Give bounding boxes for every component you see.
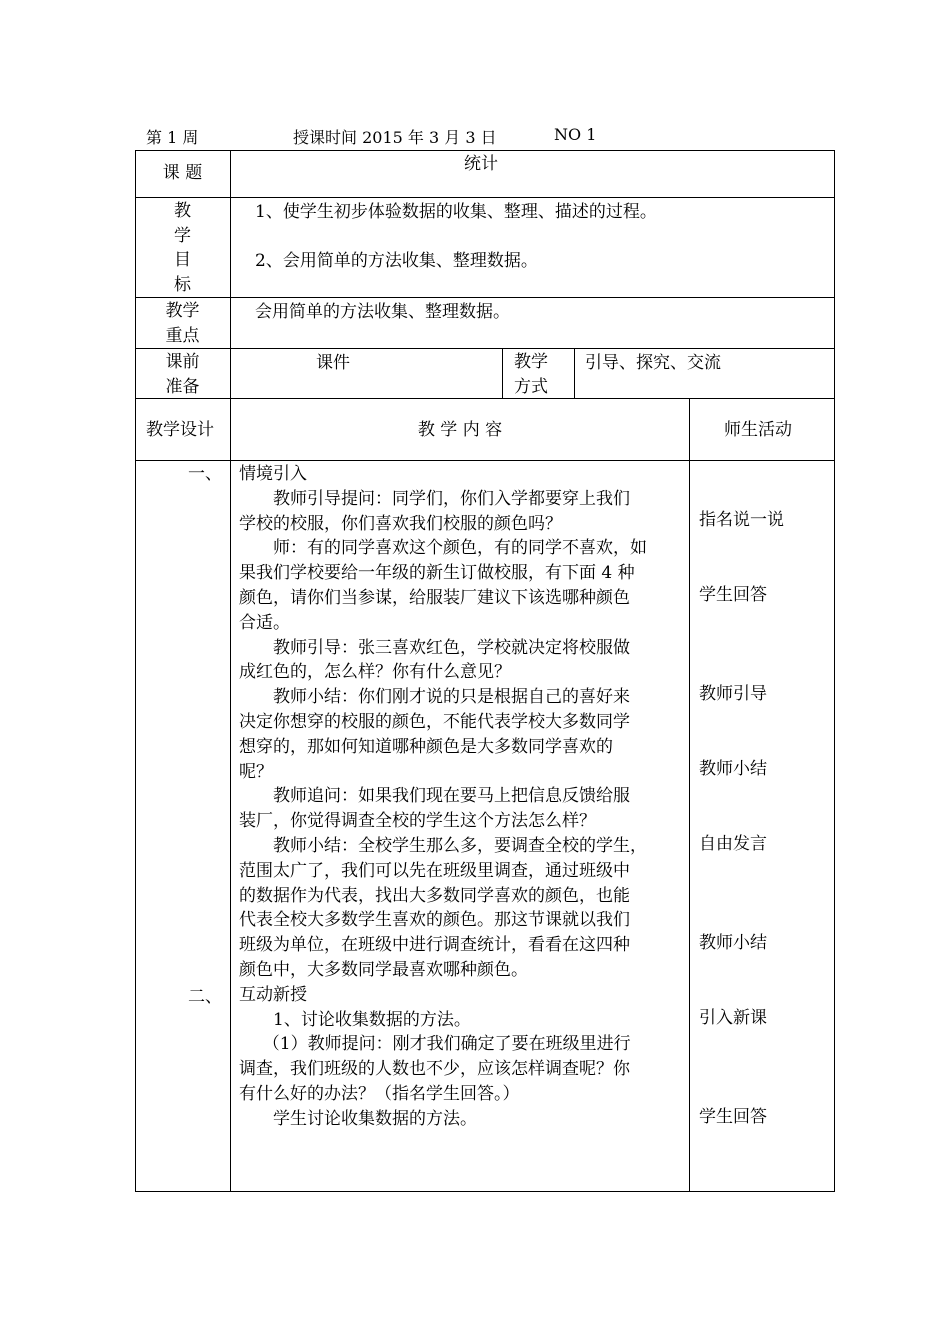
divider <box>689 399 690 1192</box>
activity-item: 学生回答 <box>699 1107 767 1127</box>
method-label: 教学 方式 <box>514 352 548 397</box>
content-line: 教师小结：全校学生那么多，要调查全校的学生， <box>273 835 647 856</box>
divider <box>135 460 835 461</box>
objective-item: 1、使学生初步体验数据的收集、整理、描述的过程。 <box>255 202 657 222</box>
content-line: 教师追问：如果我们现在要马上把信息反馈给服 <box>273 786 630 807</box>
activity-item: 教师小结 <box>699 759 767 779</box>
week-label: 第 1 周 <box>146 128 199 147</box>
content-line: 教师小结：你们刚才说的只是根据自己的喜好来 <box>273 687 630 708</box>
section-title: 互动新授 <box>239 984 307 1005</box>
prep-label: 课前 准备 <box>165 352 200 397</box>
activity-item: 学生回答 <box>699 585 767 605</box>
content-line: 果我们学校要给一年级的新生订做校服，有下面 4 种 <box>239 563 635 584</box>
activity-item: 引入新课 <box>699 1008 767 1028</box>
divider <box>230 399 231 1192</box>
content-line: 颜色中，大多数同学最喜欢哪种颜色。 <box>239 959 528 980</box>
divider <box>230 150 231 399</box>
method-value: 引导、探究、交流 <box>585 353 721 373</box>
divider <box>574 348 575 399</box>
objectives-label: 教 学 目 标 <box>174 201 191 295</box>
content-line: 学生讨论收集数据的方法。 <box>273 1108 477 1129</box>
content-line: 调查，我们班级的人数也不少，应该怎样调查呢？你 <box>239 1059 630 1080</box>
content-line: 代表全校大多数学生喜欢的颜色。那这节课就以我们 <box>239 910 630 931</box>
lesson-date: 授课时间 2015 年 3 月 3 日 <box>293 128 497 147</box>
activity-item: 自由发言 <box>699 834 767 854</box>
content-line: 决定你想穿的校服的颜色，不能代表学校大多数同学 <box>239 711 630 732</box>
section-number: 一、 <box>188 464 222 484</box>
content-line: 颜色，请你们当参谋，给服装厂建议下该选哪种颜色 <box>239 587 630 608</box>
content-line: 教师引导：张三喜欢红色，学校就决定将校服做 <box>273 637 630 658</box>
topic-value: 统计 <box>464 154 498 174</box>
content-line: 成红色的，怎么样？你有什么意见？ <box>239 662 511 683</box>
page-header <box>146 125 846 149</box>
content-line: 1、讨论收集数据的方法。 <box>273 1009 471 1030</box>
content-line: 学校的校服，你们喜欢我们校服的颜色吗？ <box>239 513 562 534</box>
section-number: 二、 <box>188 987 222 1007</box>
lesson-content <box>239 462 685 1132</box>
content-line: （1）教师提问：刚才我们确定了要在班级里进行 <box>262 1034 631 1055</box>
content-line: 呢？ <box>239 761 273 782</box>
content-line: 师：有的同学喜欢这个颜色，有的同学不喜欢，如 <box>273 538 647 559</box>
objective-item: 2、会用简单的方法收集、整理数据。 <box>255 251 538 271</box>
key-point-value: 会用简单的方法收集、整理数据。 <box>255 302 510 322</box>
content-line: 的数据作为代表，找出大多数同学喜欢的颜色，也能 <box>239 885 630 906</box>
prep-value: 课件 <box>316 353 350 373</box>
lesson-info-table <box>135 150 835 399</box>
key-point-label: 教学 重点 <box>165 301 200 346</box>
content-line: 范围太广了，我们可以先在班级里调查，通过班级中 <box>239 860 630 881</box>
activity-col-header: 师生活动 <box>724 420 792 440</box>
design-col-header: 教学设计 <box>146 420 214 440</box>
content-line: 装厂，你觉得调查全校的学生这个方法怎么样？ <box>239 811 596 832</box>
content-line: 想穿的，那如何知道哪种颜色是大多数同学喜欢的 <box>239 736 613 757</box>
divider <box>135 348 835 349</box>
divider <box>135 197 835 198</box>
lesson-number: NO 1 <box>554 125 597 144</box>
activity-item: 指名说一说 <box>699 510 784 530</box>
content-col-header: 教 学 内 容 <box>417 420 503 440</box>
divider <box>135 297 835 298</box>
section-title: 情境引入 <box>239 464 307 484</box>
activity-item: 教师引导 <box>699 684 767 704</box>
activity-item: 教师小结 <box>699 933 767 953</box>
content-line: 班级为单位，在班级中进行调查统计，看看在这四种 <box>239 935 630 956</box>
content-line: 有什么好的办法？（指名学生回答。） <box>239 1083 520 1104</box>
topic-label: 课 题 <box>162 163 203 183</box>
content-line: 教师引导提问：同学们，你们入学都要穿上我们 <box>273 488 630 509</box>
content-line: 合适。 <box>239 612 290 633</box>
